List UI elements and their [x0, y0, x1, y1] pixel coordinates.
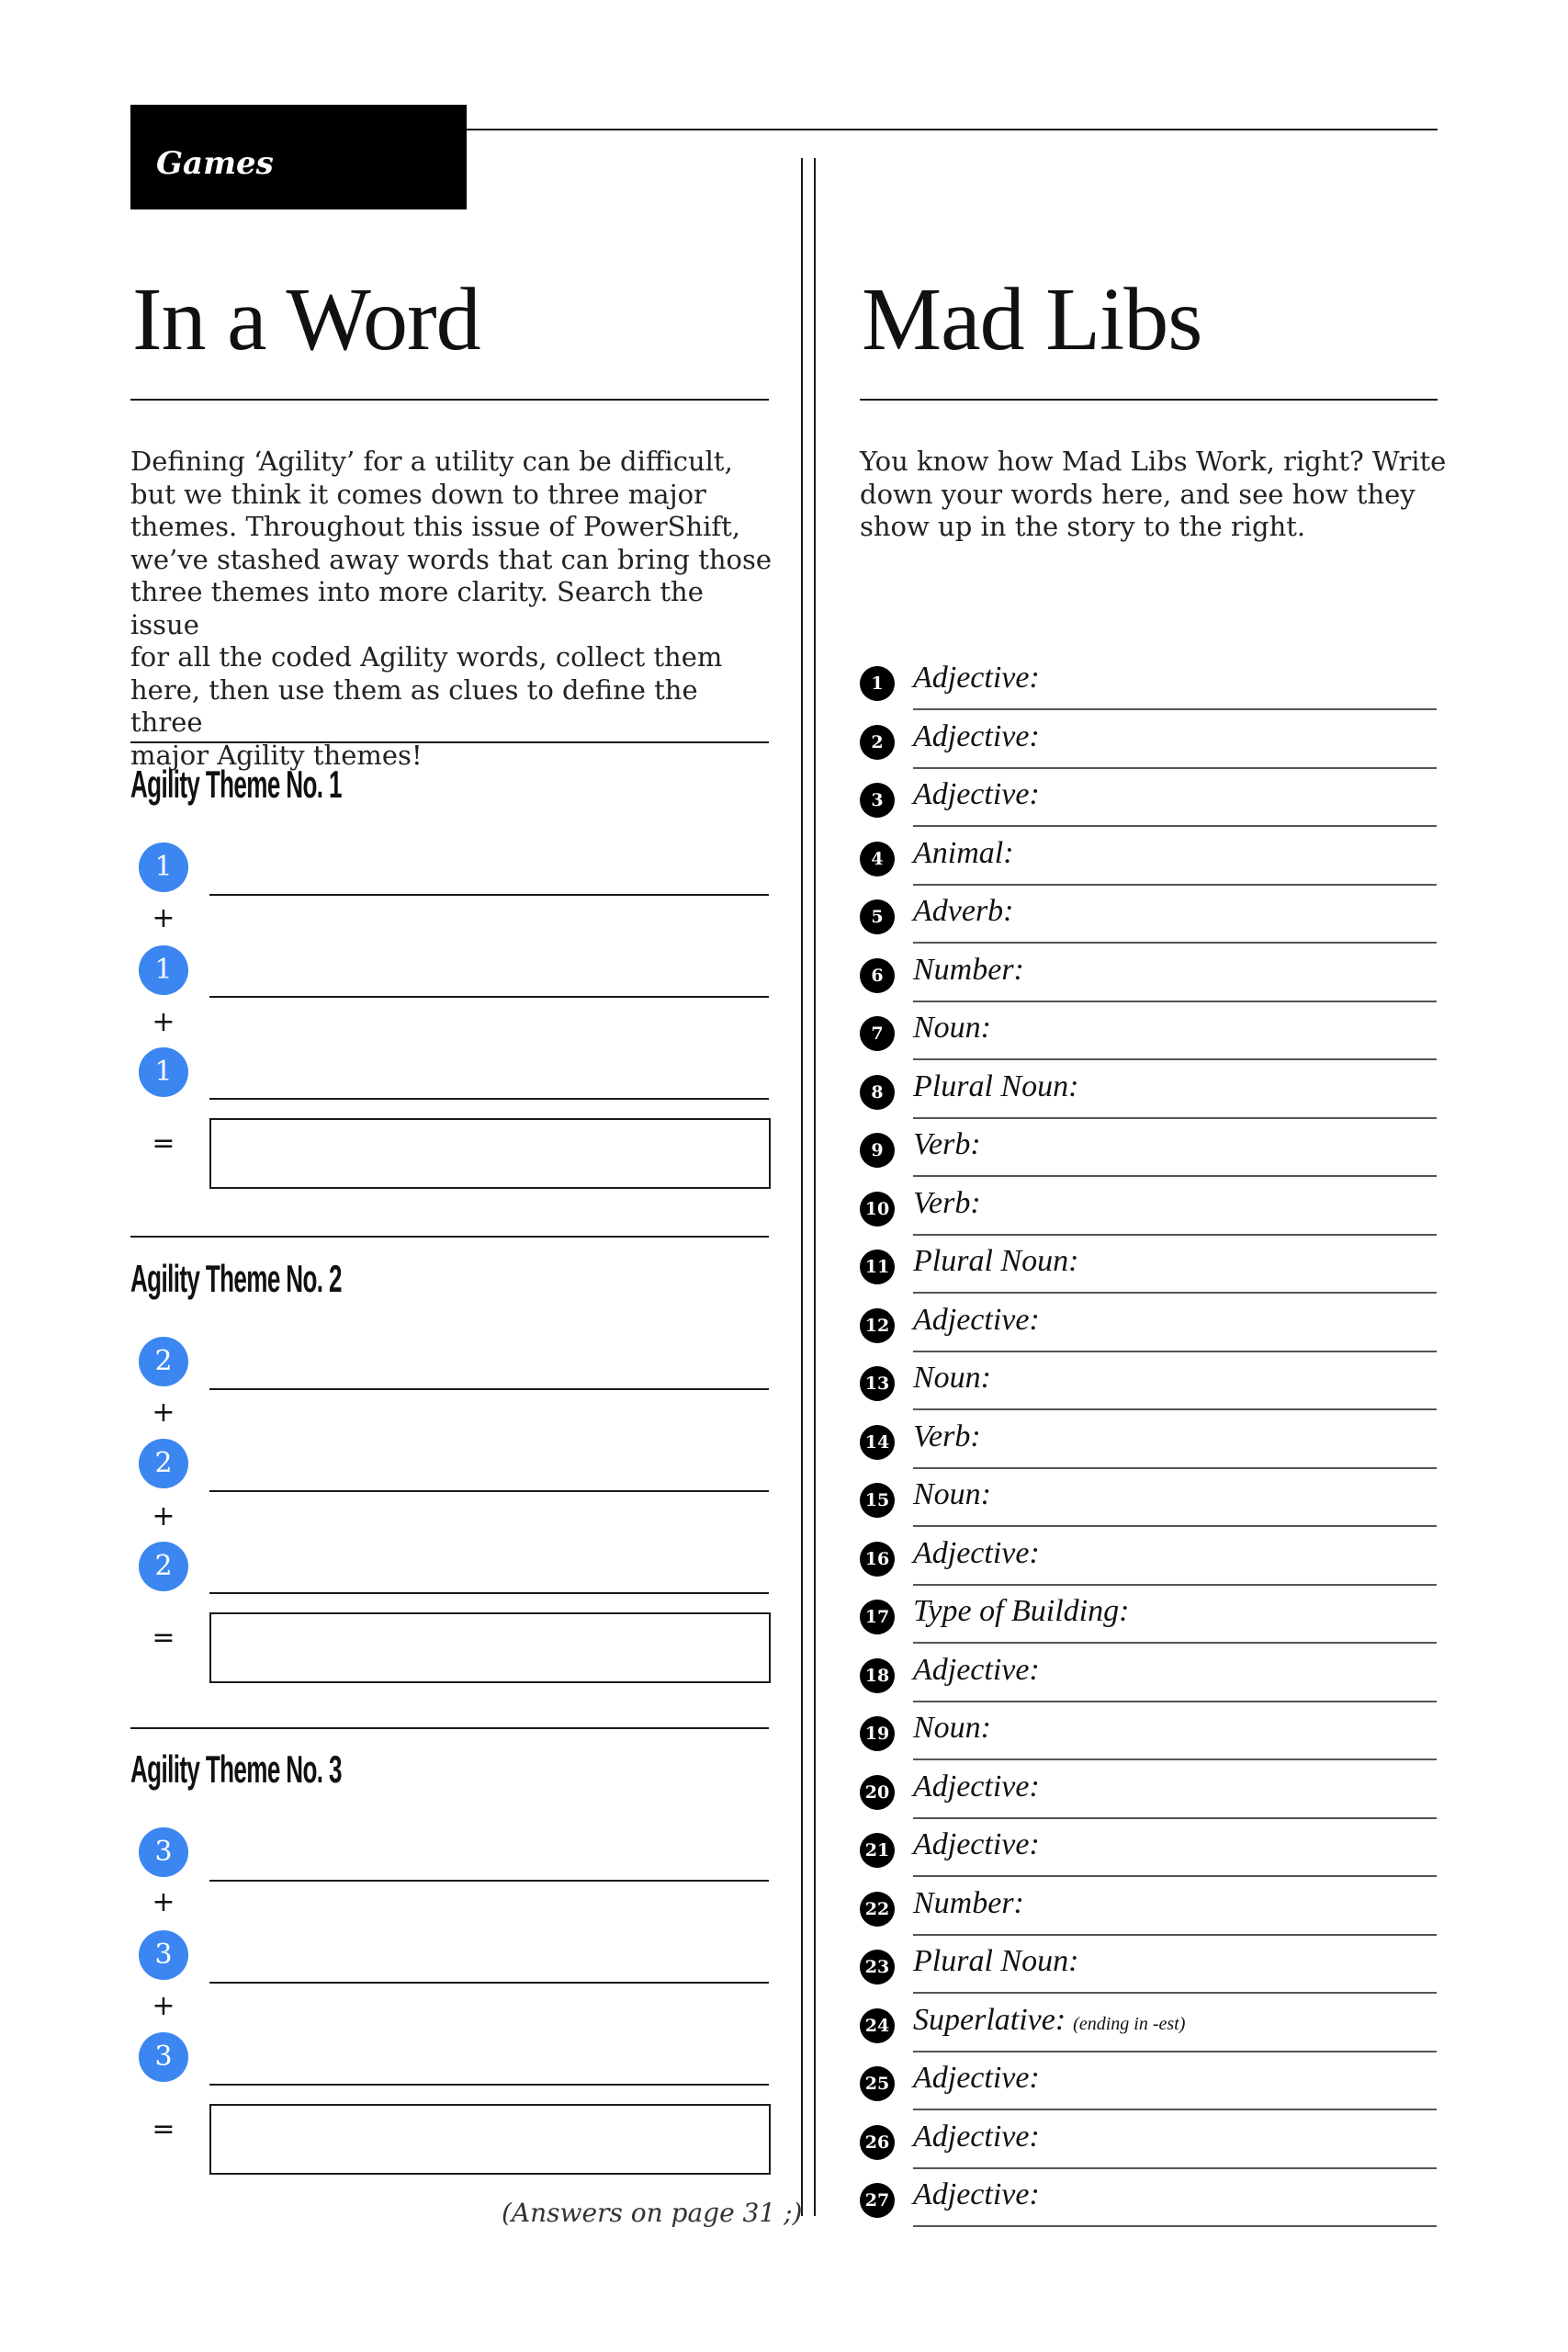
- mad-libs-intro: [860, 446, 1448, 544]
- mad-libs-item[interactable]: [860, 1295, 1437, 1353]
- item-label: [913, 1186, 981, 1221]
- item-answer-line[interactable]: [913, 708, 1437, 710]
- item-label-text: Noun:: [913, 1361, 991, 1395]
- item-label-text: Adjective:: [913, 661, 1040, 695]
- equals-sign: =: [152, 1127, 175, 1159]
- item-number-badge: 11: [860, 1250, 895, 1284]
- intro-line: down your words here, and see how they: [860, 478, 1416, 510]
- item-number-badge: 26: [860, 2125, 895, 2160]
- item-number-badge: 23: [860, 1950, 895, 1984]
- theme-2-badge: 2: [139, 1337, 188, 1386]
- item-number-badge: 4: [860, 842, 895, 876]
- item-label-text: Adjective:: [913, 1652, 1040, 1687]
- item-number-badge: 15: [860, 1483, 895, 1518]
- theme-3-badge: 3: [139, 1827, 188, 1877]
- mad-libs-item[interactable]: [860, 2112, 1437, 2170]
- mad-libs-item[interactable]: [860, 1353, 1437, 1411]
- theme-3-answer-line[interactable]: [209, 1880, 769, 1882]
- mad-libs-item[interactable]: [860, 1937, 1437, 1995]
- item-label-text: Verb:: [913, 1127, 981, 1161]
- theme-2-rule: [130, 1236, 769, 1238]
- answers-footnote: (Answers on page 31 ;): [502, 2198, 803, 2228]
- item-label: [913, 1244, 1078, 1279]
- item-number-badge: 10: [860, 1192, 895, 1227]
- intro-line: for all the coded Agility words, collect them: [130, 641, 723, 673]
- item-answer-line[interactable]: [913, 1234, 1437, 1236]
- mad-libs-item[interactable]: [860, 1412, 1437, 1470]
- item-label: [913, 719, 1040, 754]
- item-label: [913, 1419, 981, 1454]
- mad-libs-item[interactable]: [860, 829, 1437, 887]
- mad-libs-item[interactable]: [860, 1470, 1437, 1528]
- mad-libs-item[interactable]: [860, 653, 1437, 711]
- item-answer-line[interactable]: [913, 2225, 1437, 2227]
- theme-3-rule: [130, 1727, 769, 1729]
- item-label: [913, 1536, 1040, 1571]
- plus-sign: +: [152, 1006, 175, 1038]
- intro-line: three themes into more clarity. Search the issue: [130, 576, 704, 640]
- item-label-text: Adjective:: [913, 777, 1040, 811]
- item-answer-line[interactable]: [913, 825, 1437, 827]
- plus-sign: +: [152, 1886, 175, 1918]
- mad-libs-item[interactable]: [860, 1703, 1437, 1761]
- item-label-text: Noun:: [913, 1477, 991, 1511]
- item-answer-line[interactable]: [913, 1175, 1437, 1177]
- theme-1-answer-line[interactable]: [209, 996, 769, 998]
- item-number-badge: 8: [860, 1075, 895, 1110]
- item-label: [913, 661, 1040, 695]
- intro-line: but we think it comes down to three major: [130, 478, 706, 510]
- item-number-badge: 13: [860, 1366, 895, 1401]
- theme-1-badge: 1: [139, 842, 188, 892]
- intro-line: major Agility themes!: [130, 739, 423, 771]
- mad-libs-item[interactable]: [860, 1879, 1437, 1937]
- item-answer-line[interactable]: [913, 1351, 1437, 1352]
- theme-1-heading: Agility Theme No. 1: [130, 763, 342, 806]
- theme-1-answer-line[interactable]: [209, 894, 769, 896]
- theme-2-answer-line[interactable]: [209, 1388, 769, 1390]
- mad-libs-item[interactable]: [860, 1237, 1437, 1295]
- item-label: [913, 1594, 1129, 1629]
- theme-1-answer-line[interactable]: [209, 1098, 769, 1100]
- theme-1-badge: 1: [139, 1047, 188, 1097]
- item-label-text: Adjective:: [913, 718, 1040, 753]
- theme-1-rule: [130, 741, 769, 743]
- theme-3-badge: 3: [139, 2032, 188, 2082]
- theme-2-answer-box[interactable]: [209, 1612, 771, 1683]
- item-label: [913, 1361, 991, 1396]
- item-label-text: Adjective:: [913, 1302, 1040, 1337]
- item-label: [913, 2177, 1040, 2212]
- theme-3-answer-line[interactable]: [209, 1982, 769, 1984]
- item-answer-line[interactable]: [913, 884, 1437, 886]
- intro-line: show up in the story to the right.: [860, 511, 1306, 542]
- mad-libs-item[interactable]: [860, 712, 1437, 770]
- center-rule-right: [814, 158, 816, 2216]
- mad-libs-item[interactable]: [860, 1645, 1437, 1703]
- plus-sign: +: [152, 1990, 175, 2022]
- theme-2-badge: 2: [139, 1439, 188, 1488]
- item-answer-line[interactable]: [913, 2051, 1437, 2052]
- item-label: [913, 836, 1014, 871]
- item-number-badge: 2: [860, 725, 895, 760]
- item-number-badge: 14: [860, 1425, 895, 1460]
- item-label: [913, 2003, 1185, 2038]
- mad-libs-item[interactable]: [860, 1179, 1437, 1237]
- plus-sign: +: [152, 902, 175, 934]
- theme-2-answer-line[interactable]: [209, 1490, 769, 1492]
- mad-libs-item[interactable]: [860, 945, 1437, 1003]
- mad-libs-item[interactable]: [860, 2170, 1437, 2228]
- item-number-badge: 17: [860, 1600, 895, 1634]
- item-answer-line[interactable]: [913, 1642, 1437, 1644]
- item-label: [913, 1477, 991, 1512]
- intro-line: Defining ‘Agility’ for a utility can be difficult,: [130, 446, 733, 477]
- item-number-badge: 19: [860, 1716, 895, 1751]
- item-label: [913, 1944, 1078, 1979]
- item-answer-line[interactable]: [913, 2109, 1437, 2110]
- item-answer-line[interactable]: [913, 1758, 1437, 1760]
- mad-libs-title: Mad Libs: [862, 270, 1202, 369]
- intro-line: You know how Mad Libs Work, right? Write: [860, 446, 1447, 477]
- item-label-text: Type of Building:: [913, 1594, 1130, 1628]
- item-answer-line[interactable]: [913, 1992, 1437, 1994]
- mad-libs-item[interactable]: [860, 1820, 1437, 1878]
- item-answer-line[interactable]: [913, 2167, 1437, 2169]
- item-label-text: Verb:: [913, 1185, 981, 1220]
- mad-libs-item[interactable]: [860, 1062, 1437, 1120]
- item-answer-line[interactable]: [913, 1525, 1437, 1527]
- item-answer-line[interactable]: [913, 767, 1437, 769]
- theme-2-heading: Agility Theme No. 2: [130, 1257, 342, 1300]
- item-number-badge: 5: [860, 899, 895, 934]
- item-number-badge: 20: [860, 1775, 895, 1810]
- section-tag-label: Games: [156, 145, 274, 182]
- item-number-badge: 25: [860, 2066, 895, 2101]
- mad-libs-item[interactable]: [860, 1120, 1437, 1178]
- item-label: [913, 1127, 981, 1162]
- item-label: [913, 1303, 1040, 1338]
- theme-3-heading: Agility Theme No. 3: [130, 1747, 342, 1791]
- item-label-text: Plural Noun:: [913, 1069, 1079, 1103]
- item-label-text: Adjective:: [913, 2119, 1040, 2154]
- section-tag: [130, 105, 467, 209]
- item-label: [913, 1711, 991, 1746]
- item-label-text: Adjective:: [913, 1827, 1040, 1861]
- theme-3-badge: 3: [139, 1930, 188, 1980]
- item-answer-line[interactable]: [913, 1934, 1437, 1936]
- item-label: [913, 1069, 1078, 1104]
- theme-2-answer-line[interactable]: [209, 1592, 769, 1594]
- theme-1-badge: 1: [139, 945, 188, 995]
- item-label: [913, 953, 1024, 988]
- item-answer-line[interactable]: [913, 1817, 1437, 1819]
- item-number-badge: 18: [860, 1658, 895, 1693]
- mad-libs-item[interactable]: [860, 1529, 1437, 1587]
- item-number-badge: 12: [860, 1308, 895, 1343]
- item-label-text: Adverb:: [913, 894, 1014, 928]
- center-rule-left: [801, 158, 803, 2216]
- item-label-text: Noun:: [913, 1711, 991, 1745]
- item-number-badge: 27: [860, 2183, 895, 2218]
- item-answer-line[interactable]: [913, 1701, 1437, 1702]
- mad-libs-item[interactable]: [860, 2053, 1437, 2111]
- item-answer-line[interactable]: [913, 1408, 1437, 1410]
- item-number-badge: 24: [860, 2008, 895, 2043]
- item-label: [913, 777, 1040, 812]
- item-label-text: Number:: [913, 952, 1024, 987]
- top-rule: [467, 129, 1438, 130]
- item-label-text: Adjective:: [913, 1769, 1040, 1804]
- item-number-badge: 9: [860, 1133, 895, 1168]
- mad-libs-item[interactable]: [860, 1003, 1437, 1061]
- item-label: [913, 1827, 1040, 1862]
- item-label-text: Plural Noun:: [913, 1244, 1079, 1278]
- in-a-word-title: In a Word: [132, 270, 480, 369]
- intro-line: we’ve stashed away words that can bring those: [130, 543, 773, 575]
- item-label-text: Superlative:: [913, 2002, 1066, 2037]
- equals-sign: =: [152, 2113, 175, 2145]
- item-label-text: Adjective:: [913, 2061, 1040, 2095]
- item-answer-line[interactable]: [913, 942, 1437, 944]
- item-number-badge: 7: [860, 1016, 895, 1051]
- mad-libs-item[interactable]: [860, 770, 1437, 828]
- item-answer-line[interactable]: [913, 1001, 1437, 1002]
- item-number-badge: 16: [860, 1542, 895, 1577]
- item-number-badge: 6: [860, 958, 895, 993]
- item-label-text: Adjective:: [913, 2177, 1040, 2211]
- item-label: [913, 1653, 1040, 1688]
- theme-3-answer-line[interactable]: [209, 2084, 769, 2086]
- item-label: [913, 1011, 991, 1046]
- item-label: [913, 1770, 1040, 1804]
- equals-sign: =: [152, 1622, 175, 1654]
- right-title-rule: [860, 399, 1438, 401]
- item-label-text: Number:: [913, 1885, 1024, 1920]
- mad-libs-item[interactable]: [860, 1762, 1437, 1820]
- item-answer-line[interactable]: [913, 1292, 1437, 1294]
- item-number-badge: 3: [860, 783, 895, 818]
- theme-3-answer-box[interactable]: [209, 2104, 771, 2175]
- intro-line: here, then use them as clues to define the three: [130, 673, 698, 738]
- item-answer-line[interactable]: [913, 1584, 1437, 1586]
- left-title-rule: [130, 399, 769, 401]
- item-answer-line[interactable]: [913, 1117, 1437, 1119]
- item-label-text: Verb:: [913, 1419, 981, 1453]
- theme-1-answer-box[interactable]: [209, 1118, 771, 1189]
- item-label: [913, 2120, 1040, 2154]
- item-note: (ending in -est): [1073, 2013, 1186, 2034]
- intro-line: themes. Throughout this issue of PowerShift,: [130, 511, 741, 542]
- plus-sign: +: [152, 1396, 175, 1429]
- item-answer-line[interactable]: [913, 1058, 1437, 1060]
- mad-libs-item[interactable]: [860, 1996, 1437, 2053]
- item-label-text: Plural Noun:: [913, 1944, 1079, 1978]
- in-a-word-intro: [130, 446, 773, 772]
- theme-2-badge: 2: [139, 1542, 188, 1591]
- item-number-badge: 1: [860, 666, 895, 701]
- item-number-badge: 22: [860, 1892, 895, 1927]
- mad-libs-item[interactable]: [860, 1587, 1437, 1645]
- mad-libs-item[interactable]: [860, 887, 1437, 944]
- item-number-badge: 21: [860, 1833, 895, 1868]
- item-answer-line[interactable]: [913, 1467, 1437, 1469]
- item-label-text: Noun:: [913, 1011, 991, 1045]
- item-label: [913, 2061, 1040, 2096]
- item-label-text: Adjective:: [913, 1535, 1040, 1570]
- item-label: [913, 894, 1014, 929]
- item-label-text: Animal:: [913, 835, 1014, 870]
- plus-sign: +: [152, 1500, 175, 1532]
- item-answer-line[interactable]: [913, 1875, 1437, 1877]
- item-label: [913, 1886, 1024, 1921]
